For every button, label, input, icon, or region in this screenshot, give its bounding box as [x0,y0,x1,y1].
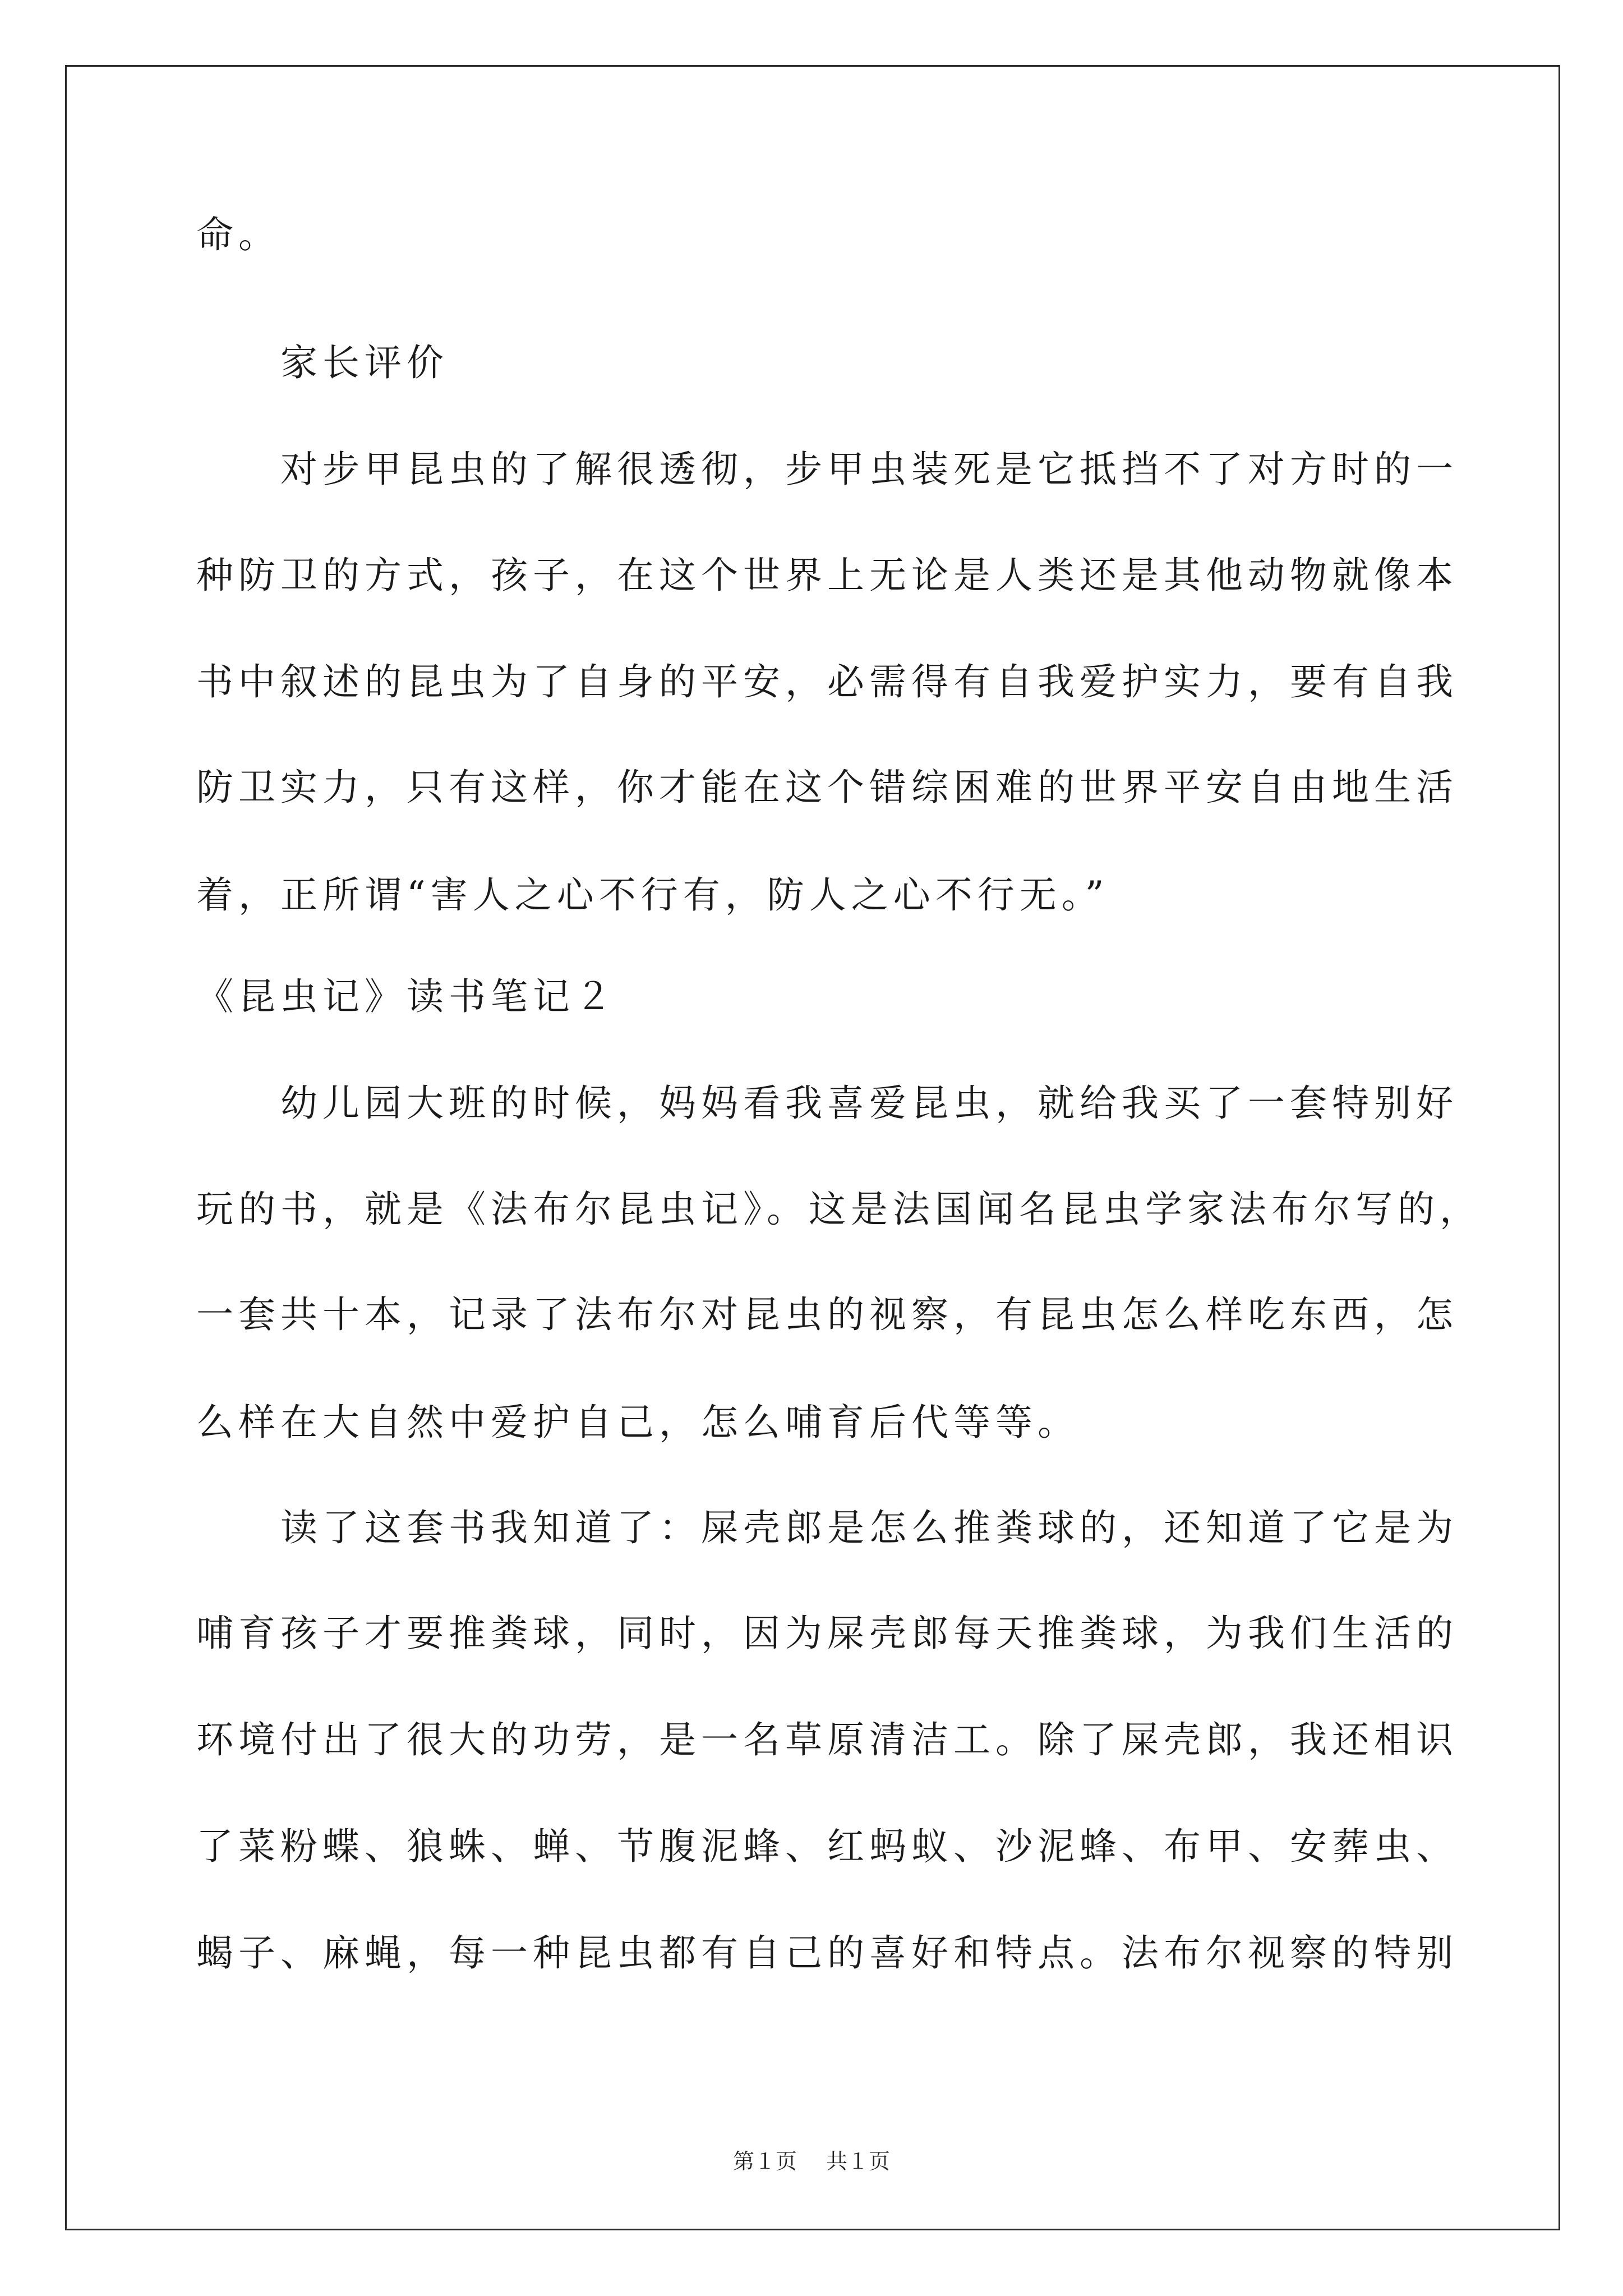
text-line: 了菜粉蝶、狼蛛、蝉、节腹泥蜂、红蚂蚁、沙泥蜂、布甲、安葬虫、 [196,1825,1458,1868]
text-line: 命。 [196,213,280,256]
document-title: 《昆虫记》读书笔记２ [196,975,617,1018]
text-line: 读了这套书我知道了：屎壳郎是怎么推粪球的，还知道了它是为 [280,1506,1458,1549]
page-border [65,65,1560,2230]
text-line: 玩的书，就是《法布尔昆虫记》。这是法国闻名昆虫学家法布尔写的， [196,1188,1482,1231]
text-line: 幼儿园大班的时候，妈妈看我喜爱昆虫，就给我买了一套特别好 [280,1082,1458,1125]
text-line: 种防卫的方式，孩子，在这个世界上无论是人类还是其他动物就像本 [196,554,1458,597]
text-line: 防卫实力，只有这样，你才能在这个错综困难的世界平安自由地生活 [196,766,1458,809]
text-line: 一套共十本，记录了法布尔对昆虫的视察，有昆虫怎么样吃东西，怎 [196,1293,1458,1336]
text-line: 环境付出了很大的功劳，是一名草原清洁工。除了屎壳郎，我还相识 [196,1718,1458,1761]
page-footer [0,2144,1623,2175]
text-line: 么样在大自然中爱护自己，怎么哺育后代等等。 [196,1401,1080,1444]
page-total: 共１页 [826,2149,891,2174]
text-line: 蝎子、麻蝇，每一种昆虫都有自己的喜好和特点。法布尔视察的特别 [196,1931,1458,1975]
text-line: 书中叙述的昆虫为了自身的平安，必需得有自我爱护实力，要有自我 [196,660,1458,703]
text-line: 哺育孩子才要推粪球，同时，因为屎壳郎每天推粪球，为我们生活的 [196,1612,1458,1655]
page-number: 第１页 [732,2149,797,2174]
text-line: 对步甲昆虫的了解很透彻，步甲虫装死是它抵挡不了对方时的一 [280,448,1458,491]
section-heading: 家长评价 [280,341,449,384]
text-line: 着，正所谓“害人之心不行有，防人之心不行无。” [196,873,1109,917]
